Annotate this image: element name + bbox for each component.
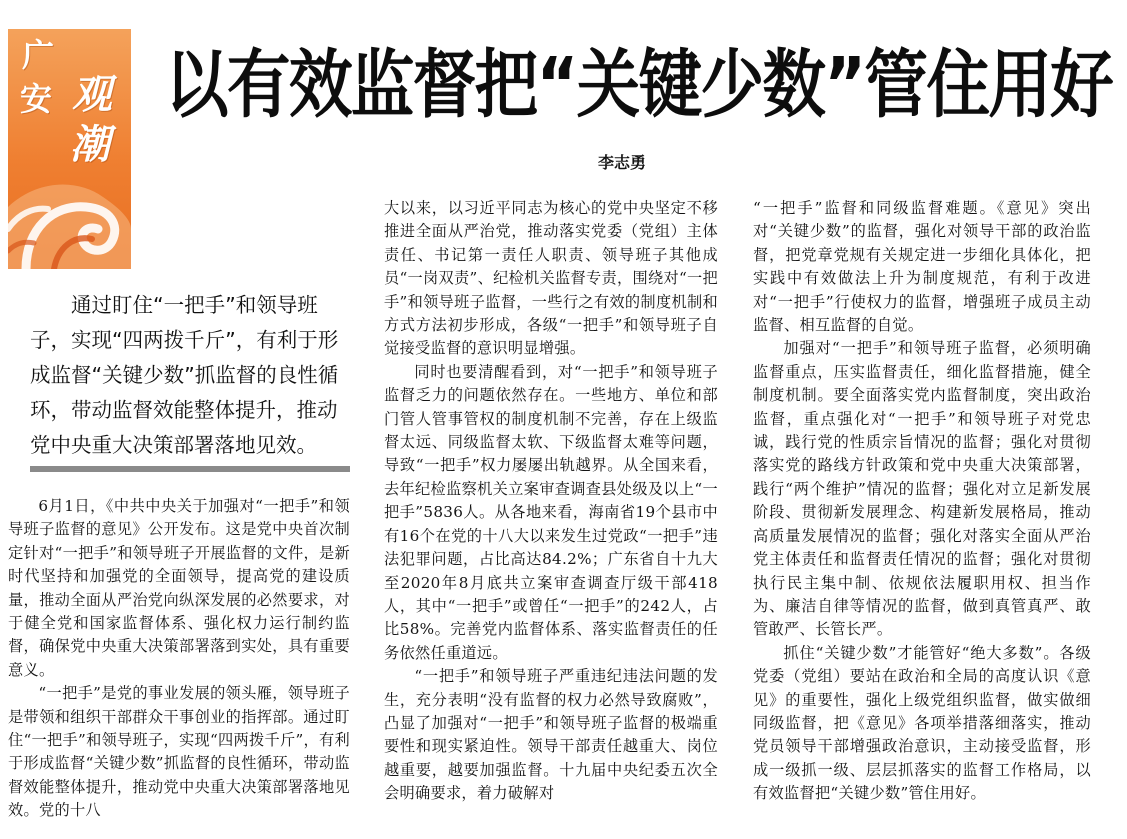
- column-masthead-logo: [8, 29, 131, 269]
- article-column-2: [384, 197, 718, 829]
- author-byline: 李志勇: [598, 153, 647, 172]
- article-paragraph: 大以来，以习近平同志为核心的党中央坚定不移推进全面从严治党，推动落实党委（党组）主体责任、书记第一责任人职责、领导班子其他成员“一岗双责”、纪检机关监督专责，围绕对“一把手”和领导班子监督，一些行之有效的制度机制和方式方法初步形成，各级“一把手”和领导班子自觉接受监督的意识明显增强。: [384, 199, 718, 358]
- article-column-1: [8, 495, 350, 825]
- masthead-char: 安: [20, 80, 53, 118]
- article-paragraph: “一把手”和领导班子严重违纪违法问题的发生，充分表明“没有监督的权力必然导致腐败”，凸显了加强对“一把手”和领导班子监督的极端重要性和现实紧迫性。领导干部责任越重大、岗位越重要，越要加强监督。十九届中央纪委五次全会明确要求，着力破解对: [384, 667, 718, 803]
- article-paragraph: 加强对“一把手”和领导班子监督，必须明确监督重点，压实监督责任，细化监督措施，健全制度机制。要全面落实党内监督制度，突出政治监督，重点强化对“一把手”和领导班子对党忠诚，践行党的性质宗旨情况的监督；强化对贯彻落实党的路线方针政策和党中央重大决策部署，践行“两个维护”情况的监督；强化对立足新发展阶段、贯彻新发展理念、构建新发展格局，推动高质量发展情况的监督；强化对落实全面从严治党主体责任和监督责任情况的监督；强化对贯彻执行民主集中制、依规依法履职用权、担当作为、廉洁自律等情况的监督，做到真管真严、敢管敢严、长管长严。: [753, 339, 1091, 639]
- article-headline: 以有效监督把“关键少数”管住用好: [165, 42, 1113, 128]
- masthead-char: 潮: [70, 121, 110, 168]
- lead-divider: [30, 466, 350, 472]
- article-paragraph: 抓住“关键少数”才能管好“绝大多数”。各级党委（党组）要站在政治和全局的高度认识《意见》的重要性，强化上级党组织监督，做实做细同级监督，把《意见》各项举措落细落实，推动党员领导干部增强政治意识，主动接受监督，形成一级抓一级、层层抓落实的监督工作格局，以有效监督把“关键少数”管住用好。: [753, 643, 1091, 803]
- lead-summary: 通过盯住“一把手”和领导班子，实现“四两拨千斤”，有利于形成监督“关键少数”抓监督的良性循环，带动监督效能整体提升，推动党中央重大决策部署落地见效。: [30, 293, 339, 457]
- article-paragraph: 6月1日，《中共中央关于加强对“一把手”和领导班子监督的意见》公开发布。这是党中央首次制定针对“一把手”和领导班子开展监督的文件，是新时代坚持和加强党的全面领导，提高党的建设质量，推动全面从严治党向纵深发展的必然要求，对于健全党和国家监督体系、强化权力运行制约监督，确保党中央重大决策部署落到实处，具有重要意义。: [8, 497, 350, 679]
- article-paragraph: 同时也要清醒看到，对“一把手”和领导班子监督乏力的问题依然存在。一些地方、单位和部门管人管事管权的制度机制不完善，存在上级监督太远、同级监督太软、下级监督太难等问题，导致“一把手”权力屡屡出轨越界。从全国来看，去年纪检监察机关立案审查调查县处级及以上“一把手”5836人。从各地来看，海南省19个县市中有16个在党的十八大以来发生过党政“一把手”违法犯罪问题，占比高达84.2%；广东省自十九大至2020年8月底共立案审查调查厅级干部418人，其中“一把手”或曾任“一把手”的242人，占比58%。完善党内监督体系、落实监督责任的任务依然任重道远。: [384, 362, 718, 662]
- article-column-3: [753, 197, 1091, 829]
- masthead-char: 观: [72, 71, 112, 118]
- masthead-char: 广: [22, 36, 55, 74]
- article-paragraph: “一把手”是党的事业发展的领头雁，领导班子是带领和组织干部群众干事创业的指挥部。通过盯住“一把手”和领导班子，实现“四两拨千斤”，有利于形成监督“关键少数”抓监督的良性循环，带动监督效能整体提升，推动党中央重大决策部署落地见效。党的十八: [8, 684, 350, 820]
- article-paragraph: “一把手”监督和同级监督难题。《意见》突出对“关键少数”的监督，强化对领导干部的政治监督，把党章党规有关规定进一步细化具体化，把实践中有效做法上升为制度规范，有利于改进对“一把手”行使权力的监督，增强班子成员主动监督、相互监督的自觉。: [753, 199, 1091, 335]
